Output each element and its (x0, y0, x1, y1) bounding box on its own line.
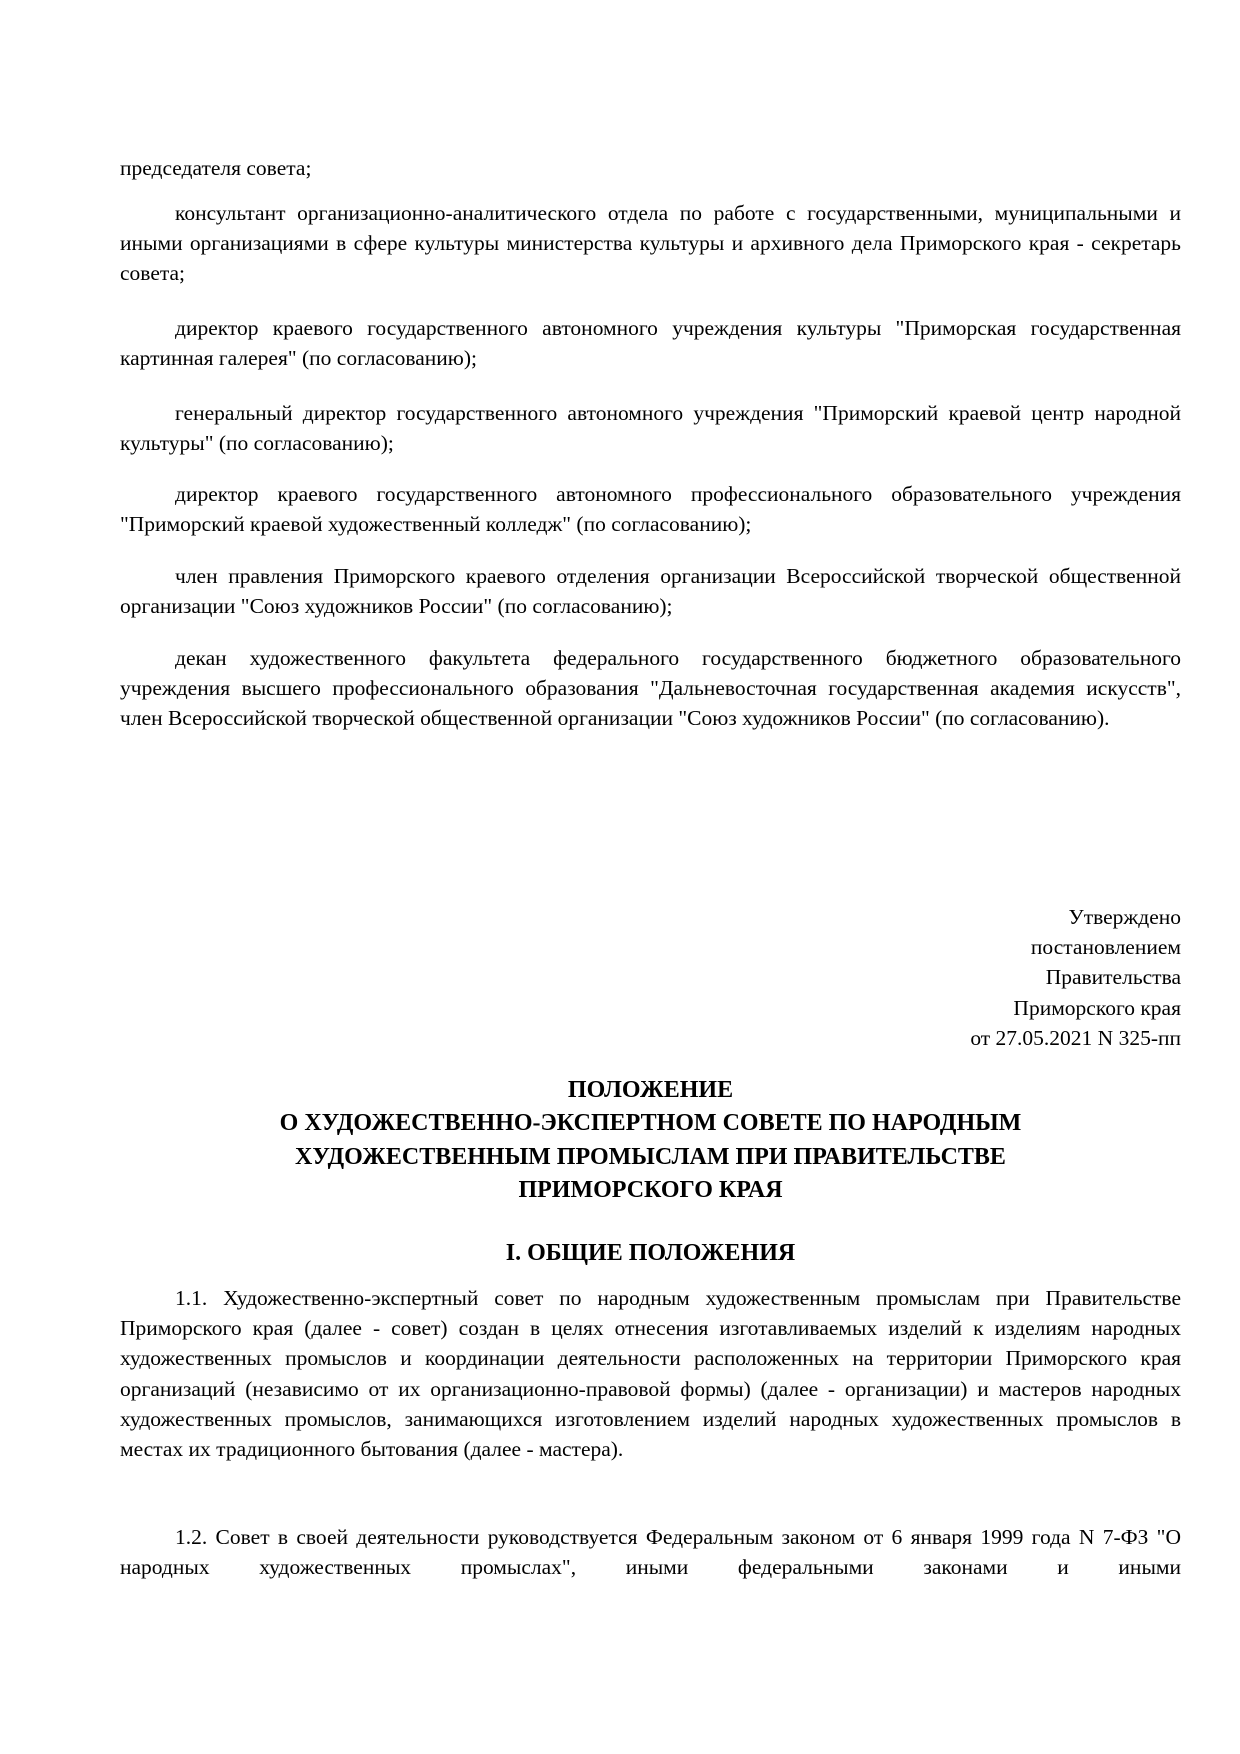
paragraph-member-academy: декан художественного факультета федерального государственного бюджетного образовательного учреждения высшего профессионального образования "Дальневосточная государственная академия искусств", член Всероссийской творческой общественной организации "Союз художников России" (по согласованию). (120, 646, 1181, 731)
paragraph-secretary: консультант организационно-аналитического отдела по работе с государственными, муниципальными и иными организациями в сфере культуры министерства культуры и архивного дела Приморского края - секретарь совета; (120, 201, 1181, 286)
section-heading: I. ОБЩИЕ ПОЛОЖЕНИЯ (505, 1240, 796, 1266)
approval-line: Правительства (1045, 965, 1181, 990)
title-line: ХУДОЖЕСТВЕННЫМ ПРОМЫСЛАМ ПРИ ПРАВИТЕЛЬСТВЕ (295, 1143, 1006, 1170)
paragraph-member-college: директор краевого государственного автономного профессионального образовательного учреждения "Приморский краевой художественный колледж" (по согласованию); (120, 482, 1181, 537)
paragraph-member-folk-center: генеральный директор государственного автономного учреждения "Приморский краевой центр народной культуры" (по согласованию); (120, 401, 1181, 456)
approval-stamp (970, 902, 1181, 1053)
clause-1-1: 1.1. Художественно-экспертный совет по народным художественным промыслам при Правительстве Приморского края (далее - совет) создан в целях отнесения изготавливаемых изделий к изделиям народных художественных промыслов и координации деятельности расположенных на территории Приморского края организаций (независимо от их организационно-правовой формы) (далее - организации) и мастеров народных художественных промыслов, занимающихся изготовлением изделий народных художественных промыслов в местах их традиционного бытования (далее - мастера). (120, 1286, 1181, 1462)
title-line: О ХУДОЖЕСТВЕННО-ЭКСПЕРТНОМ СОВЕТЕ ПО НАРОДНЫМ (279, 1110, 1022, 1137)
paragraph-member-gallery: директор краевого государственного автономного учреждения культуры "Приморская государственная картинная галерея" (по согласованию); (120, 316, 1181, 371)
paragraph-chairman-tail: председателя совета; (120, 156, 312, 180)
approval-line: постановлением (1030, 935, 1181, 960)
clause-1-2: 1.2. Совет в своей деятельности руководствуется Федеральным законом от 6 января 1999 года N 7-ФЗ "О народных художественных промыслах", иными федеральными законами и иными (120, 1525, 1181, 1580)
approval-line: Приморского края (1013, 995, 1181, 1020)
approval-line: от 27.05.2021 N 325-пп (970, 1025, 1181, 1050)
paragraph-member-artists-union: член правления Приморского краевого отделения организации Всероссийской творческой общественной организации "Союз художников России" (по согласованию); (120, 564, 1181, 619)
title-line: ПОЛОЖЕНИЕ (567, 1077, 734, 1103)
document-title (120, 1074, 1181, 1207)
title-line: ПРИМОРСКОГО КРАЯ (518, 1176, 783, 1203)
approval-line: Утверждено (1068, 905, 1181, 929)
